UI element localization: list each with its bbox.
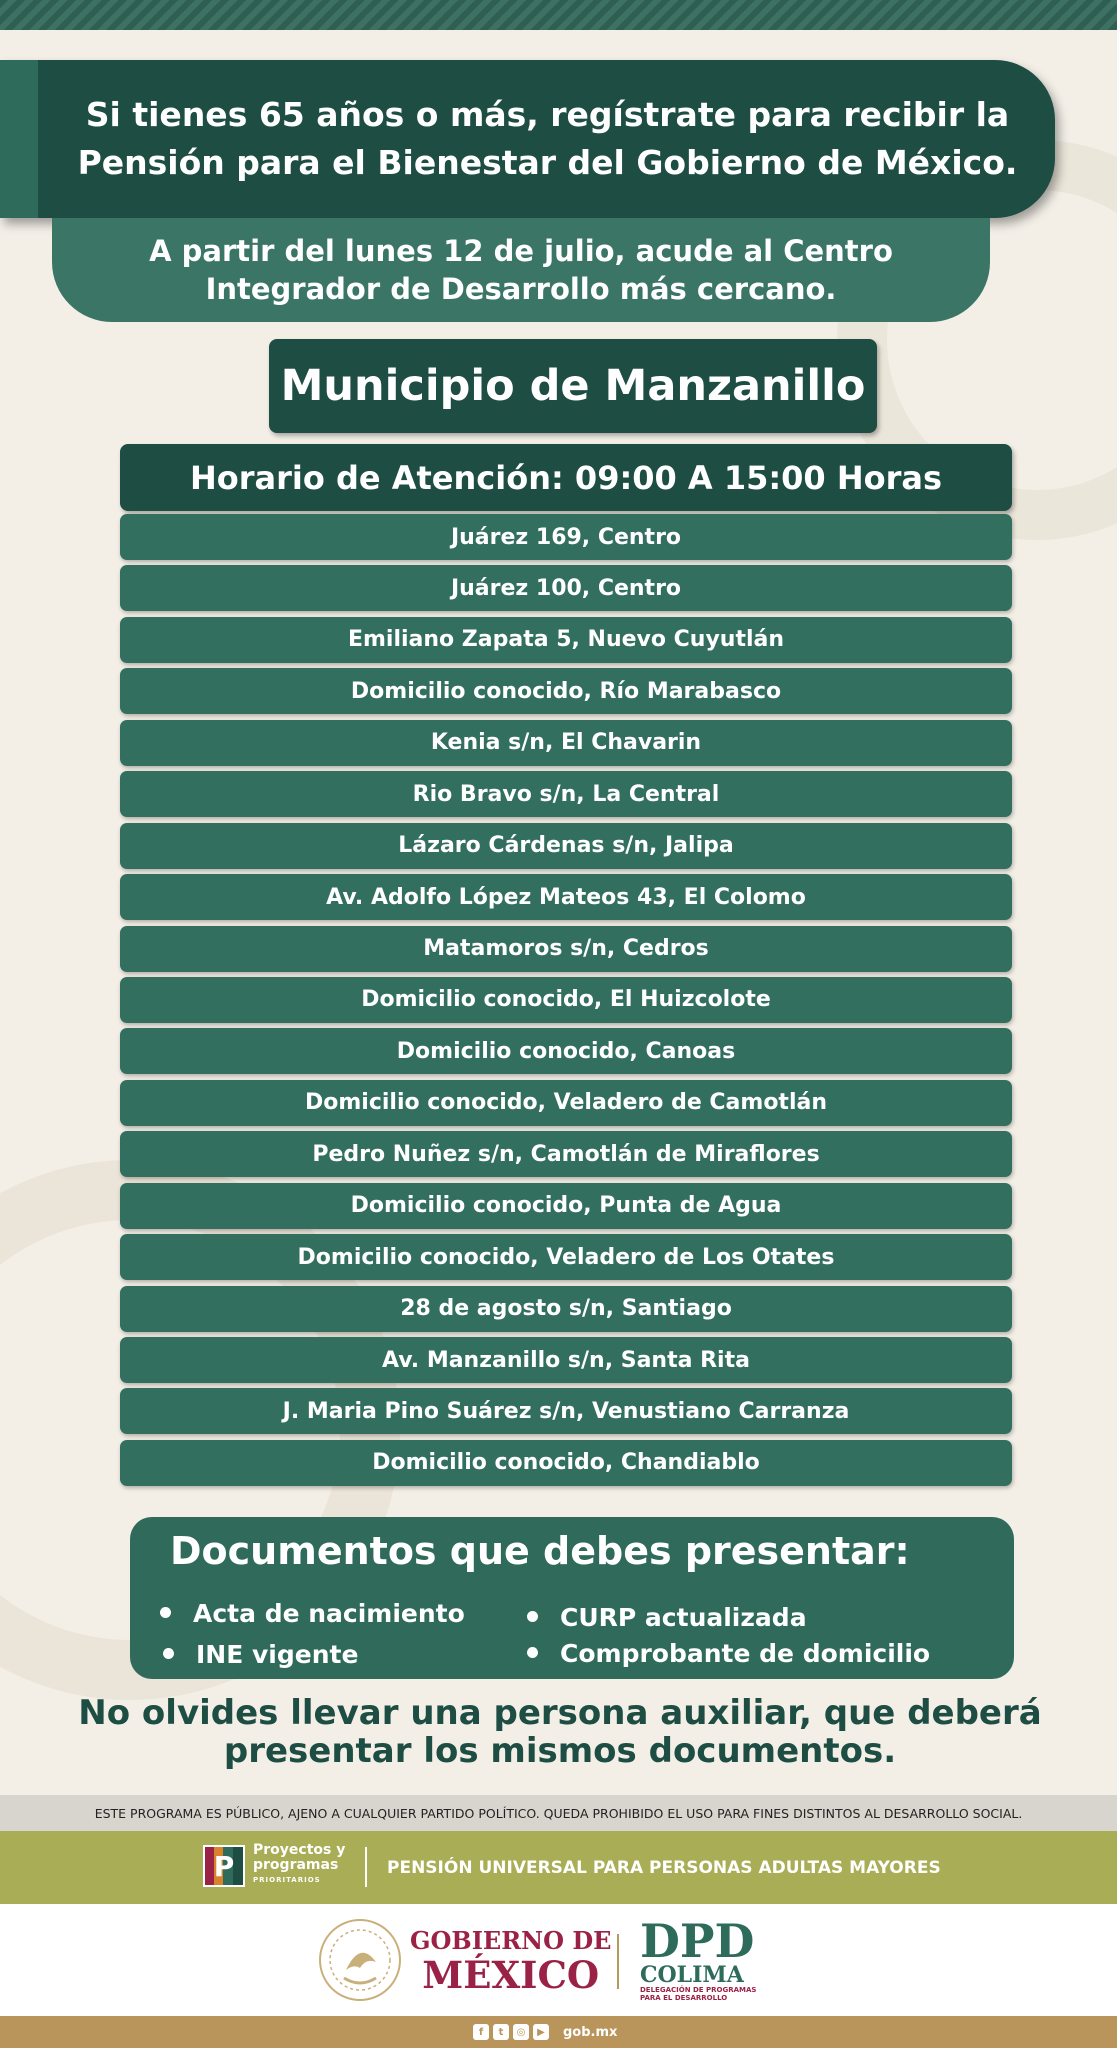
documents-title: Documentos que debes presentar: xyxy=(170,1529,910,1573)
instagram-icon[interactable]: ◎ xyxy=(513,2024,529,2040)
twitter-icon[interactable]: t xyxy=(493,2024,509,2040)
bullet-icon xyxy=(527,1611,538,1622)
location-row xyxy=(120,668,1012,714)
location-row xyxy=(120,823,1012,869)
logo-letter: P xyxy=(213,1850,235,1883)
location-address: Domicilio conocido, Canoas xyxy=(396,1038,736,1064)
location-row xyxy=(120,771,1012,817)
bullet-icon xyxy=(163,1648,174,1659)
document-label: CURP actualizada xyxy=(560,1603,807,1632)
gobierno-de-mexico-logo xyxy=(410,1926,611,1995)
mexico-line: MÉXICO xyxy=(422,1953,600,1997)
bullet-icon xyxy=(527,1647,538,1658)
location-row xyxy=(120,1440,1012,1486)
document-item xyxy=(163,1640,358,1669)
location-address: Matamoros s/n, Cedros xyxy=(423,936,709,961)
location-address: Lázaro Cárdenas s/n, Jalipa xyxy=(398,833,734,859)
location-address: Kenia s/n, El Chavarin xyxy=(430,730,702,756)
government-logos xyxy=(0,1904,1117,2016)
location-address: Juárez 100, Centro xyxy=(450,575,682,601)
colima-line: COLIMA xyxy=(640,1962,744,1988)
facebook-icon[interactable]: f xyxy=(473,2024,489,2040)
reminder-text: No olvides llevar una persona auxiliar, que deberá presentar los mismos documentos. xyxy=(78,1693,1042,1771)
location-address: Av. Adolfo López Mateos 43, El Colomo xyxy=(326,884,806,910)
document-item xyxy=(527,1603,807,1632)
location-address: Domicilio conocido, El Huizcolote xyxy=(361,987,771,1013)
headline-text: Si tienes 65 años o más, regístrate para recibir la Pensión para el Bienestar del Gobierno de México. xyxy=(77,95,1018,182)
dpd-subtitle: DELEGACIÓN DE PROGRAMAS xyxy=(640,1986,757,1994)
hours-banner: Horario de Atención: 09:00 A 15:00 Horas xyxy=(120,444,1012,511)
location-address: Emiliano Zapata 5, Nuevo Cuyutlán xyxy=(347,627,785,653)
national-seal-icon xyxy=(318,1918,402,2002)
location-row xyxy=(120,1388,1012,1434)
location-row xyxy=(120,617,1012,663)
location-address: Domicilio conocido, Veladero de Camotlán xyxy=(304,1090,828,1116)
dpd-subtitle: PARA EL DESARROLLO xyxy=(640,1994,728,2002)
location-address: Domicilio conocido, Veladero de Los Otates xyxy=(297,1244,835,1270)
bullet-icon xyxy=(160,1607,171,1618)
dpd-line: DPD xyxy=(640,1914,755,1968)
footer-bar xyxy=(0,2016,1117,2048)
municipality-title: Municipio de Manzanillo xyxy=(269,339,877,433)
programas-logo-text xyxy=(253,1843,345,1888)
logo-line: programas xyxy=(253,1857,339,1873)
document-item xyxy=(527,1639,930,1668)
document-item xyxy=(160,1599,465,1628)
location-address: Pedro Nuñez s/n, Camotlán de Miraflores xyxy=(312,1141,820,1167)
location-row xyxy=(120,1131,1012,1177)
divider xyxy=(365,1847,367,1887)
youtube-icon[interactable]: ▶ xyxy=(533,2024,549,2040)
location-address: Juárez 169, Centro xyxy=(450,524,682,550)
dpd-colima-logo xyxy=(640,1914,757,2002)
location-row xyxy=(120,1286,1012,1332)
locations-list xyxy=(120,514,1012,1491)
top-pattern-band xyxy=(0,0,1117,30)
logo-line: Proyectos y xyxy=(253,1842,346,1858)
location-row xyxy=(120,720,1012,766)
document-label: Comprobante de domicilio xyxy=(560,1639,931,1668)
location-address: Domicilio conocido, Chandiablo xyxy=(372,1450,760,1476)
subheadline-text: A partir del lunes 12 de julio, acude al Centro Integrador de Desarrollo más cercano. xyxy=(149,234,893,306)
gobierno-line: GOBIERNO DE xyxy=(410,1926,612,1955)
location-row xyxy=(120,874,1012,920)
location-address: 28 de agosto s/n, Santiago xyxy=(400,1296,732,1322)
location-address: Domicilio conocido, Río Marabasco xyxy=(350,678,782,704)
location-row xyxy=(120,514,1012,560)
location-address: Domicilio conocido, Punta de Agua xyxy=(350,1193,782,1219)
logo-line: PRIORITARIOS xyxy=(253,1876,321,1884)
divider xyxy=(617,1934,619,1989)
program-bar xyxy=(0,1831,1117,1904)
headline-banner xyxy=(0,60,1055,218)
location-address: J. Maria Pino Suárez s/n, Venustiano Carranza xyxy=(282,1398,850,1424)
location-address: Av. Manzanillo s/n, Santa Rita xyxy=(382,1347,750,1373)
programas-logo-icon xyxy=(203,1845,245,1887)
location-row xyxy=(120,1183,1012,1229)
location-row xyxy=(120,977,1012,1023)
location-row xyxy=(120,1234,1012,1280)
headline-stripe xyxy=(0,60,38,218)
location-address: Rio Bravo s/n, La Central xyxy=(412,781,720,807)
location-row xyxy=(120,1028,1012,1074)
website-link[interactable]: gob.mx xyxy=(563,2024,618,2040)
location-row xyxy=(120,1337,1012,1383)
location-row xyxy=(120,926,1012,972)
documents-box xyxy=(130,1517,1014,1679)
program-slogan: PENSIÓN UNIVERSAL PARA PERSONAS ADULTAS MAYORES xyxy=(387,1857,941,1878)
document-label: Acta de nacimiento xyxy=(193,1599,465,1628)
disclaimer-bar: ESTE PROGRAMA ES PÚBLICO, AJENO A CUALQUIER PARTIDO POLÍTICO. QUEDA PROHIBIDO EL USO PARA FINES DISTINTOS AL DESARROLLO SOCIAL. xyxy=(0,1795,1117,1831)
subheadline-banner xyxy=(52,218,990,322)
location-row xyxy=(120,1080,1012,1126)
document-label: INE vigente xyxy=(196,1640,359,1669)
social-links xyxy=(473,2024,617,2040)
location-row xyxy=(120,565,1012,611)
